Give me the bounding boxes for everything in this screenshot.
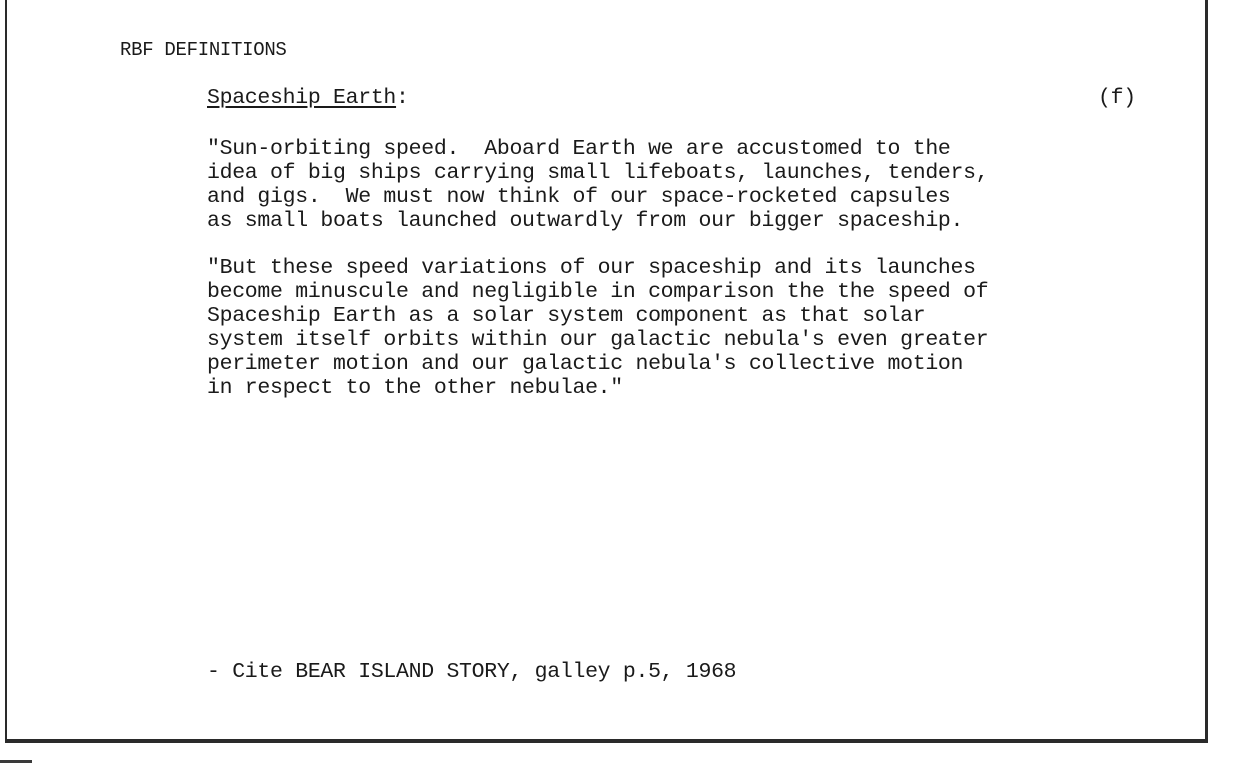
term-title bbox=[207, 86, 409, 110]
card-border-bottom bbox=[5, 739, 1208, 743]
paragraph-line: "Sun-orbiting speed. Aboard Earth we are accustomed to the bbox=[207, 137, 951, 161]
document-header: RBF DEFINITIONS bbox=[120, 39, 287, 61]
paragraph-line: as small boats launched outwardly from our bigger spaceship. bbox=[207, 209, 964, 233]
quote-paragraph-1 bbox=[207, 137, 1107, 233]
paragraph-line: perimeter motion and our galactic nebula's collective motion bbox=[207, 352, 964, 376]
paragraph-line: in respect to the other nebulae." bbox=[207, 376, 623, 400]
paragraph-line: system itself orbits within our galactic nebula's even greater bbox=[207, 328, 989, 352]
paragraph-line: "But these speed variations of our spaceship and its launches bbox=[207, 256, 976, 280]
paragraph-line: idea of big ships carrying small lifeboats, launches, tenders, bbox=[207, 161, 989, 185]
card-border-right bbox=[1205, 0, 1208, 742]
term-title-text: Spaceship Earth bbox=[207, 86, 397, 110]
citation: - Cite BEAR ISLAND STORY, galley p.5, 1968 bbox=[207, 660, 737, 684]
scan-mark bbox=[0, 760, 32, 763]
paragraph-line: Spaceship Earth as a solar system component as that solar bbox=[207, 304, 926, 328]
card-border-left bbox=[5, 0, 7, 742]
category-code: (f) bbox=[1098, 86, 1136, 110]
paragraph-line: and gigs. We must now think of our space-rocketed capsules bbox=[207, 185, 951, 209]
term-title-suffix: : bbox=[396, 86, 409, 110]
paragraph-line: become minuscule and negligible in comparison the the speed of bbox=[207, 280, 989, 304]
quote-paragraph-2 bbox=[207, 256, 1107, 400]
